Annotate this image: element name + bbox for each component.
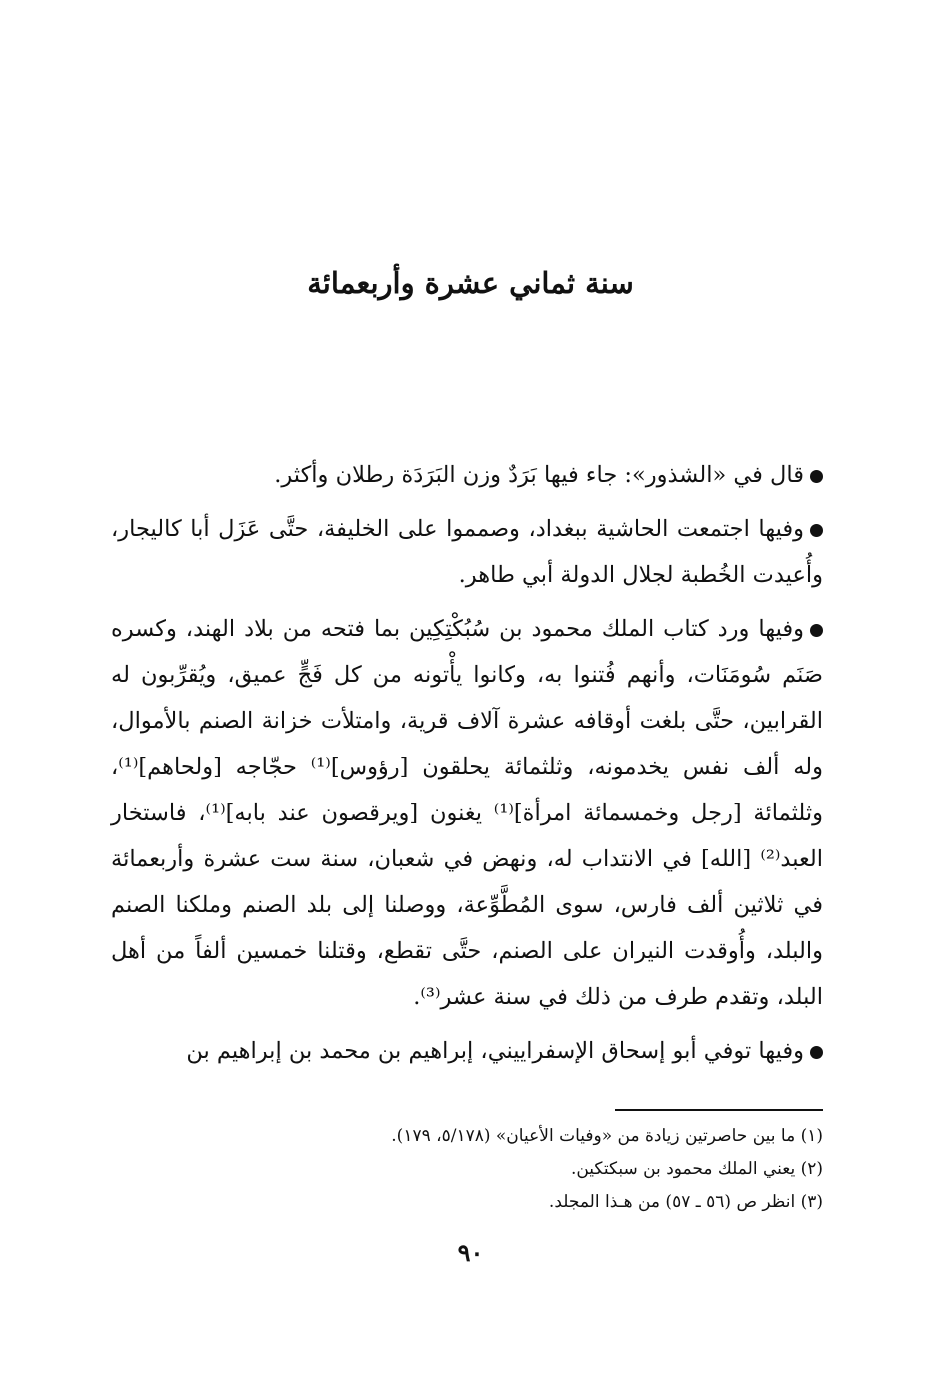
paragraph-4: [111, 1028, 823, 1074]
bullet-icon: [810, 470, 823, 483]
paragraph-text: وفيها اجتمعت الحاشية ببغداد، وصمموا على الخليفة، حتَّى عَزَل أبا كاليجار، وأُعيدت الخُطبة لجلال الدولة أبي طاهر.: [111, 516, 823, 588]
page-number: ٩٠: [457, 1238, 484, 1267]
chapter-title: سنة ثماني عشرة وأربعمائة: [307, 266, 634, 300]
bullet-icon: [810, 624, 823, 637]
body-text: [111, 452, 823, 1082]
paragraph-3: [111, 606, 823, 1020]
paragraph-1: [111, 452, 823, 498]
paragraph-text: قال في «الشذور»: جاء فيها بَرَدٌ وزن البَرَدَة رطلان وأكثر.: [274, 462, 804, 488]
paragraph-text: وفيها توفي أبو إسحاق الإسفراييني، إبراهيم بن محمد بن إبراهيم بن: [186, 1038, 804, 1064]
paragraph-text: وفيها ورد كتاب الملك محمود بن سُبُكْتِكِين بما فتحه من بلاد الهند، وكسره صَنَم سُومَنَات، وأنهم فُتنوا به، وكانوا يأْتونه من كل فَجٍّ عميق، ويُقرِّبون له القرابين، حتَّى بلغت أوقافه عشرة آلاف قرية، وامتلأت خزانة الصنم بالأموال، وله ألف نفس يخدمونه، وثلثمائة يحلقون [رؤوس]⁽¹⁾ حجّاجه [ولحاهم]⁽¹⁾، وثلثمائة [رجل وخمسمائة امرأة]⁽¹⁾ يغنون [ويرقصون عند بابه]⁽¹⁾، فاستخار العبد⁽²⁾ [الله] في الانتداب له، ونهض في شعبان، سنة ست عشرة وأربعمائة في ثلاثين ألف فارس، سوى المُطَّوِّعة، ووصلنا إلى بلد الصنم وملكنا الصنم والبلد، وأُوقدت النيران على الصنم، حتَّى تقطع، وقتلنا خمسين ألفاً من أهل البلد، وتقدم طرف من ذلك في سنة عشر⁽³⁾.: [111, 616, 823, 1010]
paragraph-2: [111, 506, 823, 598]
bullet-icon: [810, 1046, 823, 1059]
footnote-2: (٢) يعني الملك محمود بن سبكتكين.: [570, 1159, 823, 1179]
bullet-icon: [810, 524, 823, 537]
footnote-1: (١) ما بين حاصرتين زيادة من «وفيات الأعيان» (٥/١٧٨، ١٧٩).: [391, 1126, 823, 1146]
footnote-3: (٣) انظر ص (٥٦ ـ ٥٧) من هـذا المجلد.: [548, 1192, 823, 1212]
footnote-divider: [615, 1109, 823, 1111]
footnotes: [111, 1120, 823, 1219]
